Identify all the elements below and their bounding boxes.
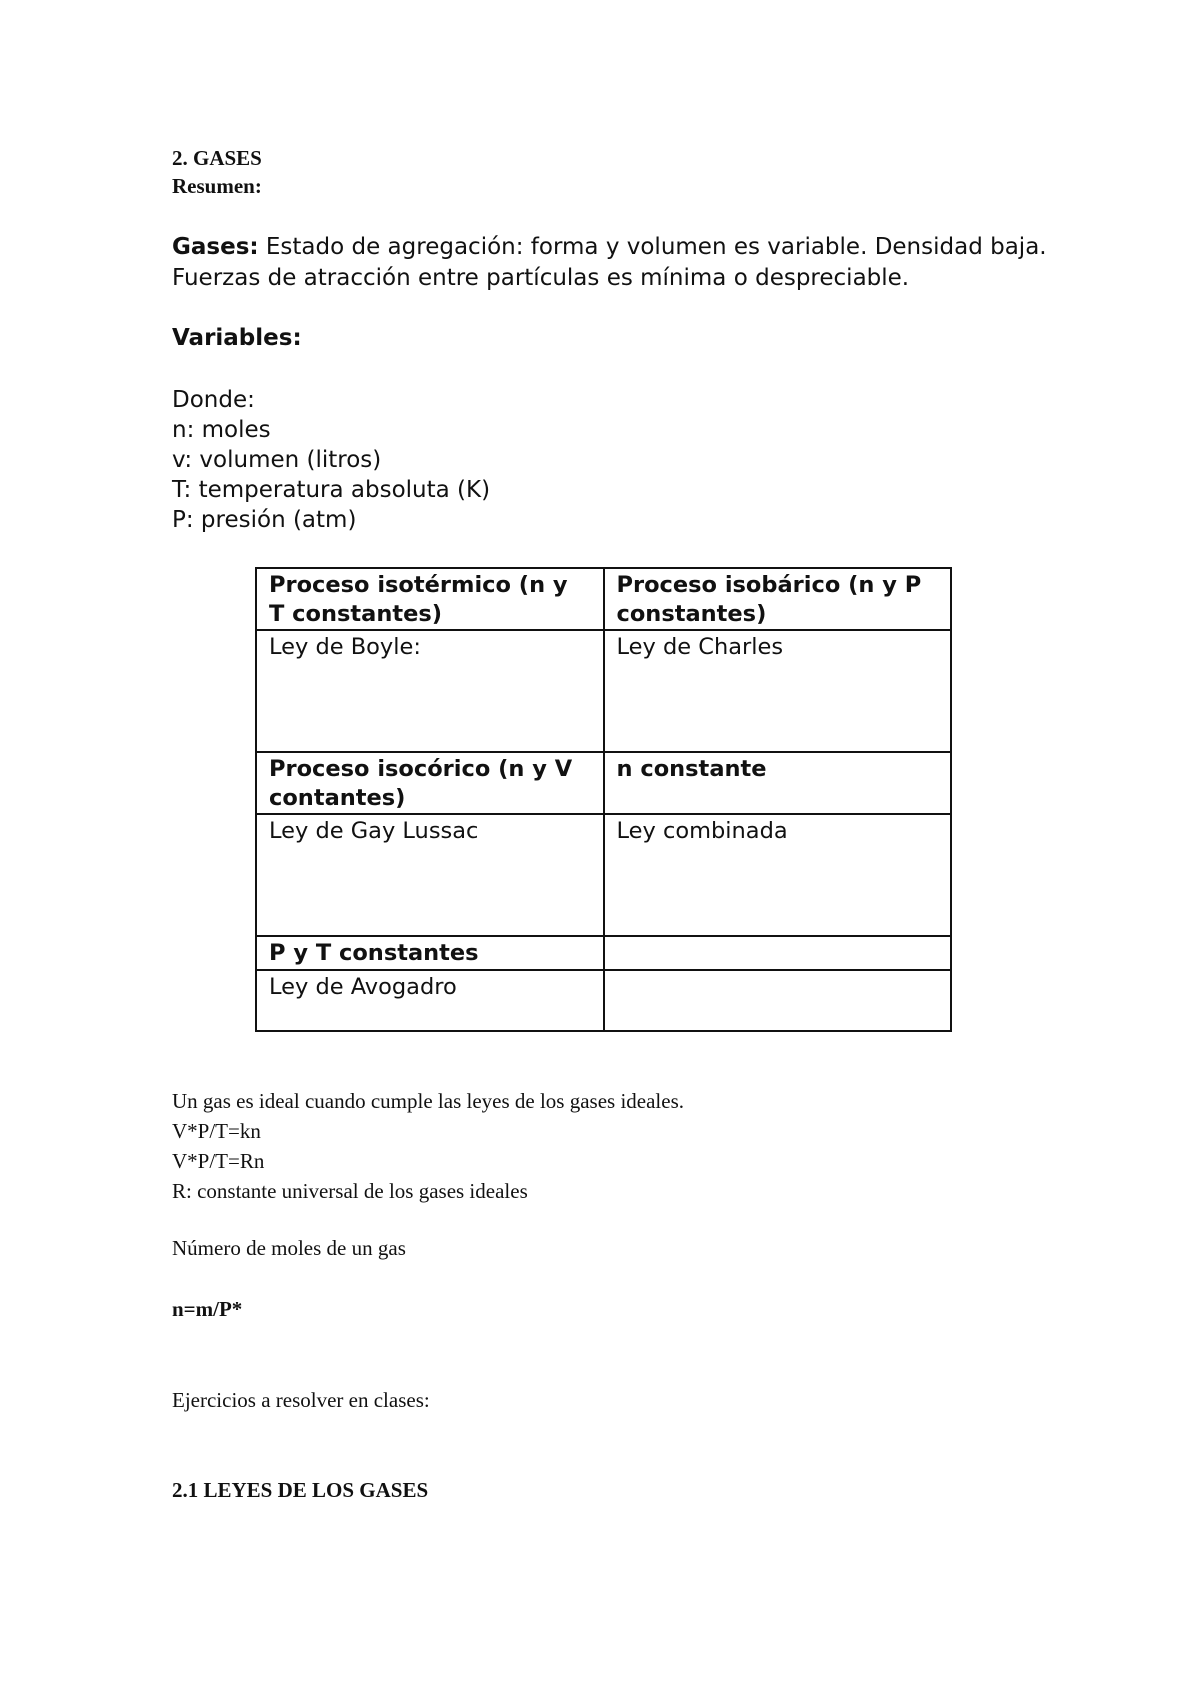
variables-title: Variables:	[172, 325, 302, 351]
table-cell: Proceso isotérmico (n y T constantes)	[256, 568, 604, 630]
donde-label: Donde:	[172, 387, 255, 413]
gases-paragraph	[172, 232, 1072, 294]
gases-description: Estado de agregación: forma y volumen es variable. Densidad baja. Fuerzas de atracción entre partículas es mínima o despreciable.	[172, 234, 1047, 291]
table-row	[256, 970, 951, 1031]
ideal-line: R: constante universal de los gases ideales	[172, 1179, 528, 1203]
variable-item: P: presión (atm)	[172, 507, 357, 533]
table-cell: Ley de Charles	[604, 630, 952, 752]
variables-list	[172, 385, 490, 535]
summary-label: Resumen:	[172, 174, 262, 198]
variable-item: T: temperatura absoluta (K)	[172, 477, 491, 503]
exercises-intro: Ejercicios a resolver en clases:	[172, 1388, 430, 1412]
table-row	[256, 814, 951, 936]
table-cell: Ley de Avogadro	[256, 970, 604, 1031]
variable-item: n: moles	[172, 417, 271, 443]
section-title: 2. GASES	[172, 146, 262, 170]
variable-item: v: volumen (litros)	[172, 447, 382, 473]
ideal-line: V*P/T=kn	[172, 1119, 261, 1143]
gas-laws-table	[255, 567, 952, 1032]
section-heading: 2.1 LEYES DE LOS GASES	[172, 1478, 429, 1502]
moles-formula: n=m/P*	[172, 1297, 243, 1321]
table-cell: Ley de Gay Lussac	[256, 814, 604, 936]
table-row	[256, 752, 951, 814]
gases-label: Gases:	[172, 234, 259, 260]
table-row	[256, 630, 951, 752]
table-cell: Ley combinada	[604, 814, 952, 936]
moles-title: Número de moles de un gas	[172, 1236, 406, 1260]
table-cell: Ley de Boyle:	[256, 630, 604, 752]
ideal-gas-block	[172, 1086, 684, 1206]
table-cell	[604, 936, 952, 970]
ideal-line: Un gas es ideal cuando cumple las leyes de los gases ideales.	[172, 1089, 685, 1113]
table-row	[256, 936, 951, 970]
table-cell: n constante	[604, 752, 952, 814]
table-cell: Proceso isobárico (n y P constantes)	[604, 568, 952, 630]
table-cell	[604, 970, 952, 1031]
table-cell: P y T constantes	[256, 936, 604, 970]
table-cell: Proceso isocórico (n y V contantes)	[256, 752, 604, 814]
table-row	[256, 568, 951, 630]
ideal-line: V*P/T=Rn	[172, 1149, 265, 1173]
